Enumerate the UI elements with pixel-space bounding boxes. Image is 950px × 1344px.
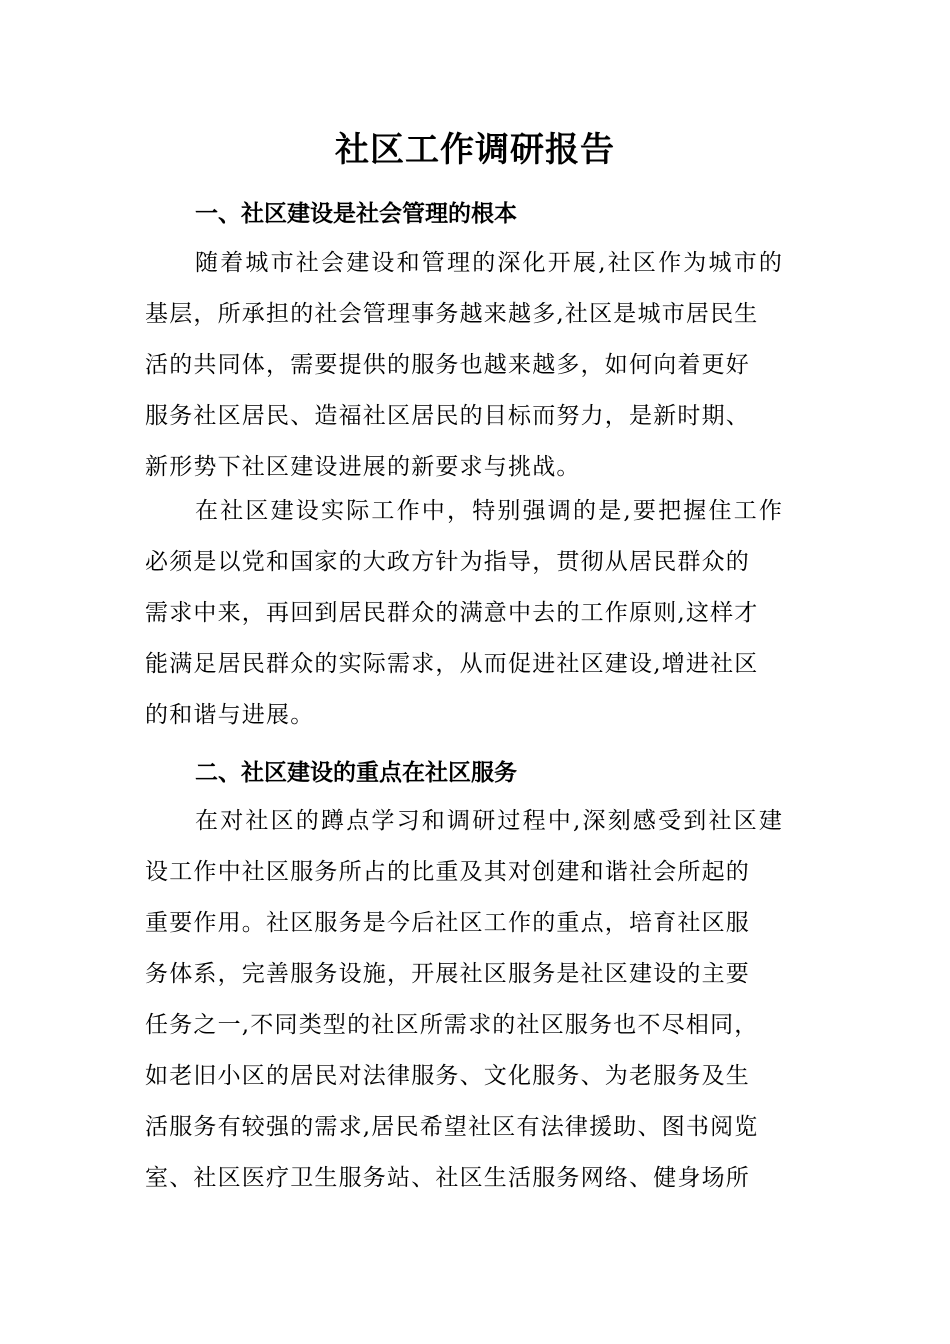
paragraph-line: 任务之一,不同类型的社区所需求的社区服务也不尽相同， [145, 1012, 759, 1038]
paragraph-2 [145, 486, 810, 741]
paragraph-line: 重要作用。社区服务是今后社区工作的重点，培育社区服 [145, 910, 750, 936]
paragraph-line: 需求中来，再回到居民群众的满意中去的工作原则,这样才 [145, 600, 759, 626]
paragraph-line: 务体系，完善服务设施，开展社区服务是社区建设的主要 [145, 961, 750, 987]
paragraph-line: 在社区建设实际工作中，特别强调的是,要把握住工作 [195, 498, 785, 524]
paragraph-line: 能满足居民群众的实际需求，从而促进社区建设,增进社区 [145, 651, 759, 677]
paragraph-line: 室、社区医疗卫生服务站、社区生活服务网络、健身场所 [145, 1165, 750, 1191]
paragraph-1 [145, 238, 810, 493]
paragraph-line: 活服务有较强的需求,居民希望社区有法律援助、图书阅览 [145, 1114, 759, 1140]
paragraph-line: 如老旧小区的居民对法律服务、文化服务、为老服务及生 [145, 1063, 750, 1089]
paragraph-line: 的和谐与进展。 [145, 702, 315, 728]
paragraph-line: 基层，所承担的社会管理事务越来越多,社区是城市居民生 [145, 301, 759, 327]
paragraph-line: 随着城市社会建设和管理的深化开展,社区作为城市的 [195, 250, 785, 276]
section-heading-2: 二、社区建设的重点在社区服务 [195, 760, 517, 786]
section-heading-1: 一、社区建设是社会管理的根本 [195, 201, 517, 227]
paragraph-line: 新形势下社区建设进展的新要求与挑战。 [145, 454, 581, 480]
paragraph-line: 必须是以党和国家的大政方针为指导，贯彻从居民群众的 [145, 549, 750, 575]
paragraph-line: 服务社区居民、造福社区居民的目标而努力，是新时期、 [145, 403, 750, 429]
paragraph-line: 活的共同体，需要提供的服务也越来越多，如何向着更好 [145, 352, 750, 378]
paragraph-3 [145, 796, 810, 1204]
paragraph-line: 在对社区的蹲点学习和调研过程中,深刻感受到社区建 [195, 808, 785, 834]
paragraph-line: 设工作中社区服务所占的比重及其对创建和谐社会所起的 [145, 859, 750, 885]
document-title: 社区工作调研报告 [335, 130, 615, 170]
